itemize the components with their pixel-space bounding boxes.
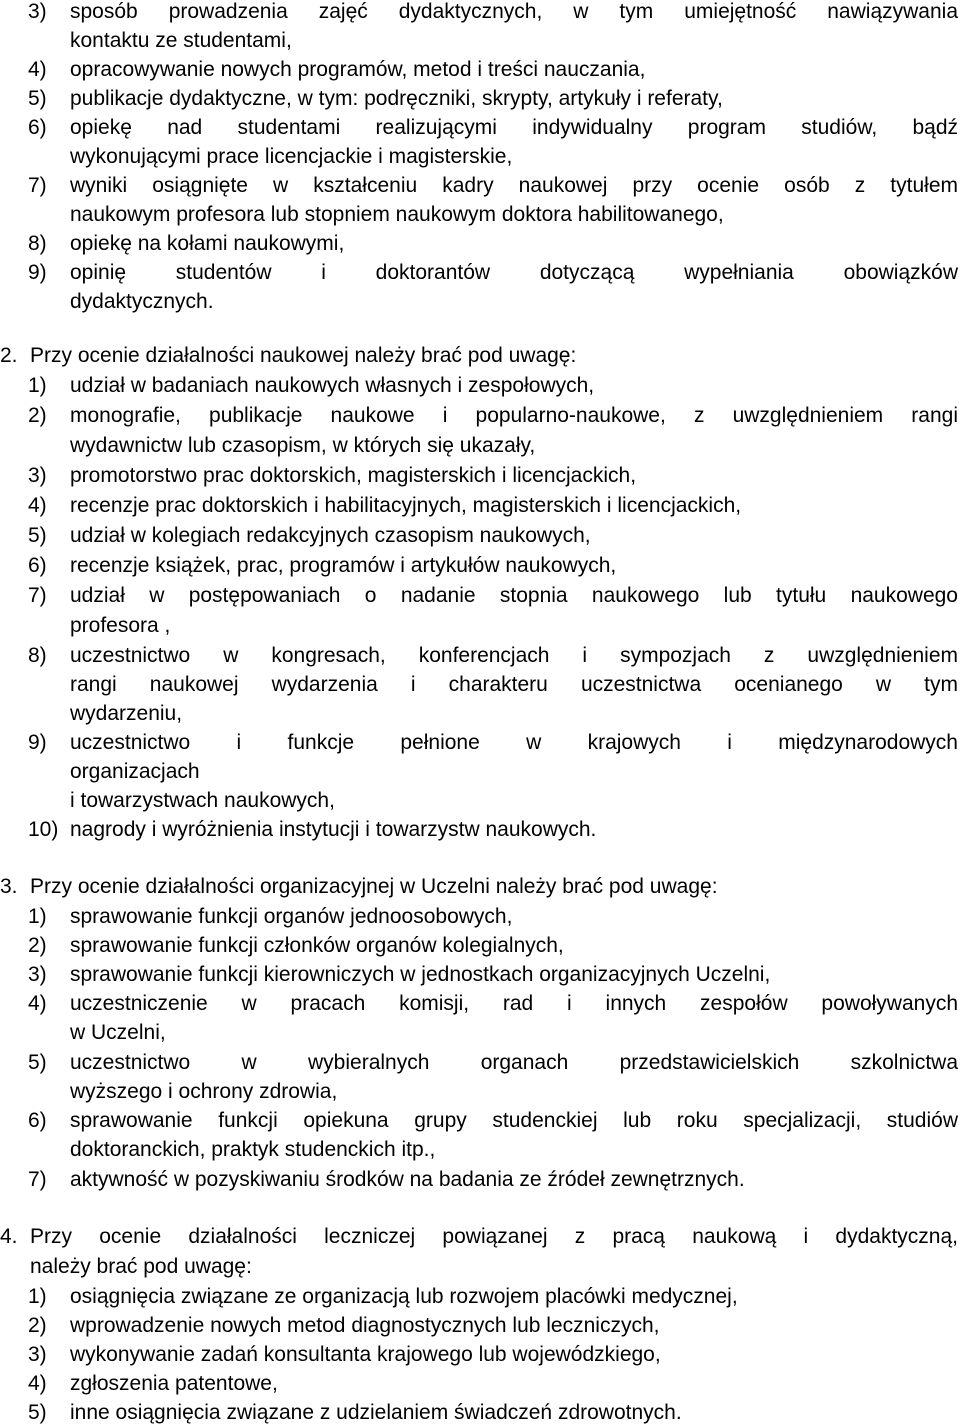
list-item-number: 2) [28, 404, 47, 427]
list-item-text: uczestnictwo i funkcje pełnione w krajowych i międzynarodowych [70, 731, 958, 754]
list-item [0, 401, 958, 431]
list-item-text: inne osiągnięcia związane z udzielaniem świadczeń zdrowotnych. [70, 1401, 682, 1424]
list-item [0, 84, 958, 114]
section-heading-text: należy brać pod uwagę: [30, 1255, 252, 1278]
list-item [0, 521, 958, 551]
list-item-number: 7) [28, 174, 47, 197]
list-item [0, 551, 958, 581]
list-item-text: uczestniczenie w pracach komisji, rad i innych zespołów powoływanych [70, 992, 958, 1015]
list-item-text: sposób prowadzenia zajęć dydaktycznych, w tym umiejętność nawiązywania [70, 0, 958, 23]
list-item-text: nagrody i wyróżnienia instytucji i towarzystw naukowych. [70, 818, 597, 841]
list-item [0, 461, 958, 491]
list-item [0, 1398, 958, 1428]
list-item [0, 258, 958, 288]
list-item-text: udział w postępowaniach o nadanie stopnia naukowego lub tytułu naukowego [70, 584, 958, 607]
list-item [0, 641, 958, 671]
list-item [0, 728, 958, 758]
list-item-number: 3) [28, 464, 47, 487]
list-item-continuation [0, 1018, 958, 1048]
list-item-text: wykonującymi prace licencjackie i magisterskie, [70, 145, 513, 168]
list-item-continuation [0, 699, 958, 729]
list-item-number: 5) [28, 1051, 47, 1074]
list-item [0, 1282, 958, 1312]
list-item [0, 55, 958, 85]
list-item-text: udział w kolegiach redakcyjnych czasopism naukowych, [70, 524, 591, 547]
list-item-text: rangi naukowej wydarzenia i charakteru uczestnictwa ocenianego w tym [70, 673, 958, 696]
list-item-continuation [0, 287, 958, 317]
list-item-text: promotorstwo prac doktorskich, magisterskich i licencjackich, [70, 464, 637, 487]
list-item [0, 815, 958, 845]
list-item-text: opiekę na kołami naukowymi, [70, 232, 345, 255]
section-heading [0, 341, 958, 371]
list-item [0, 1048, 958, 1078]
list-item-text: i towarzystwach naukowych, [70, 789, 335, 812]
list-item [0, 0, 958, 27]
list-item [0, 581, 958, 611]
list-item [0, 989, 958, 1019]
list-item [0, 491, 958, 521]
list-item-number: 1) [28, 905, 47, 928]
list-item-text: uczestnictwo w kongresach, konferencjach i sympozjach z uwzględnieniem [70, 644, 958, 667]
list-item-text: opinię studentów i doktorantów dotyczącą wypełniania obowiązków [70, 261, 958, 284]
list-item-continuation [0, 786, 958, 816]
list-item-number: 5) [28, 87, 47, 110]
list-item-text: zgłoszenia patentowe, [70, 1372, 278, 1395]
list-item-text: wyższego i ochrony zdrowia, [70, 1080, 338, 1103]
section-heading-text: Przy ocenie działalności naukowej należy brać pod uwagę: [30, 344, 577, 367]
list-item-number: 3) [28, 1343, 47, 1366]
section-heading [0, 1222, 958, 1252]
list-item-text: profesora , [70, 614, 171, 637]
list-item [0, 1165, 958, 1195]
list-item-continuation [0, 431, 958, 461]
list-item-number: 5) [28, 1401, 47, 1424]
list-item-text: opiekę nad studentami realizującymi indywidualny program studiów, bądź [70, 116, 958, 139]
list-item-number: 4) [28, 58, 47, 81]
section-heading-continuation [0, 1252, 958, 1282]
list-item-text: sprawowanie funkcji organów jednoosobowych, [70, 905, 513, 928]
list-item-number: 5) [28, 524, 47, 547]
list-item-continuation [0, 611, 958, 641]
list-item [0, 1369, 958, 1399]
list-item-text: uczestnictwo w wybieralnych organach przedstawicielskich szkolnictwa [70, 1051, 958, 1074]
list-item-text: wyniki osiągnięte w kształceniu kadry naukowej przy ocenie osób z tytułem [70, 174, 958, 197]
list-item-number: 7) [28, 584, 47, 607]
list-item-number: 6) [28, 116, 47, 139]
list-item [0, 902, 958, 932]
list-item-number: 10) [28, 818, 59, 841]
list-item-continuation [0, 26, 958, 56]
list-item-number: 7) [28, 1168, 47, 1191]
section-heading [0, 872, 958, 902]
list-item [0, 1106, 958, 1136]
list-item-number: 9) [28, 731, 47, 754]
list-item-number: 8) [28, 232, 47, 255]
list-item [0, 1311, 958, 1341]
list-item-continuation [0, 200, 958, 230]
list-item [0, 229, 958, 259]
list-item-text: aktywność w pozyskiwaniu środków na badania ze źródeł zewnętrznych. [70, 1168, 745, 1191]
list-item-text: publikacje dydaktyczne, w tym: podręczniki, skrypty, artykuły i referaty, [70, 87, 723, 110]
list-item-text: sprawowanie funkcji kierowniczych w jednostkach organizacyjnych Uczelni, [70, 963, 771, 986]
list-item-number: 2) [28, 934, 47, 957]
list-item-continuation [0, 1135, 958, 1165]
section-number: 2. [0, 344, 18, 367]
list-item-text: sprawowanie funkcji członków organów kolegialnych, [70, 934, 564, 957]
list-item-number: 8) [28, 644, 47, 667]
section-number: 3. [0, 875, 18, 898]
list-item-number: 1) [28, 374, 47, 397]
list-item-text: monografie, publikacje naukowe i popularno-naukowe, z uwzględnieniem rangi [70, 404, 958, 427]
list-item [0, 1340, 958, 1370]
list-item-number: 6) [28, 1109, 47, 1132]
list-item-text: recenzje prac doktorskich i habilitacyjnych, magisterskich i licencjackich, [70, 494, 742, 517]
list-item-text: naukowym profesora lub stopniem naukowym doktora habilitowanego, [70, 203, 724, 226]
section-number: 4. [0, 1225, 18, 1248]
list-item-number: 4) [28, 1372, 47, 1395]
list-item-text: organizacjach [70, 760, 200, 783]
list-item-text: kontaktu ze studentami, [70, 29, 292, 52]
list-item-number: 1) [28, 1285, 47, 1308]
list-item [0, 171, 958, 201]
list-item-number: 6) [28, 554, 47, 577]
list-item-text: udział w badaniach naukowych własnych i zespołowych, [70, 374, 595, 397]
list-item [0, 113, 958, 143]
section-heading-text: Przy ocenie działalności organizacyjnej w Uczelni należy brać pod uwagę: [30, 875, 718, 898]
list-item-number: 9) [28, 261, 47, 284]
list-item-number: 3) [28, 0, 47, 23]
list-item [0, 960, 958, 990]
list-item-number: 2) [28, 1314, 47, 1337]
list-item [0, 371, 958, 401]
list-item-number: 4) [28, 494, 47, 517]
list-item-continuation [0, 142, 958, 172]
list-item-text: wydarzeniu, [70, 702, 183, 725]
list-item-text: osiągnięcia związane ze organizacją lub rozwojem placówki medycznej, [70, 1285, 738, 1308]
list-item-text: dydaktycznych. [70, 290, 214, 313]
list-item-text: recenzje książek, prac, programów i artykułów naukowych, [70, 554, 617, 577]
list-item-text: wydawnictw lub czasopism, w których się ukazały, [70, 434, 536, 457]
list-item-continuation [0, 1077, 958, 1107]
list-item [0, 931, 958, 961]
list-item-text: w Uczelni, [70, 1021, 166, 1044]
list-item-text: wykonywanie zadań konsultanta krajowego lub wojewódzkiego, [70, 1343, 661, 1366]
list-item-text: wprowadzenie nowych metod diagnostycznych lub leczniczych, [70, 1314, 660, 1337]
list-item-number: 3) [28, 963, 47, 986]
list-item-text: doktoranckich, praktyk studenckich itp., [70, 1138, 436, 1161]
list-item-continuation [0, 757, 958, 787]
list-item-continuation [0, 670, 958, 700]
list-item-text: opracowywanie nowych programów, metod i treści nauczania, [70, 58, 646, 81]
section-heading-text: Przy ocenie działalności leczniczej powiązanej z pracą naukową i dydaktyczną, [30, 1225, 958, 1248]
list-item-text: sprawowanie funkcji opiekuna grupy studenckiej lub roku specjalizacji, studiów [70, 1109, 958, 1132]
list-item-number: 4) [28, 992, 47, 1015]
